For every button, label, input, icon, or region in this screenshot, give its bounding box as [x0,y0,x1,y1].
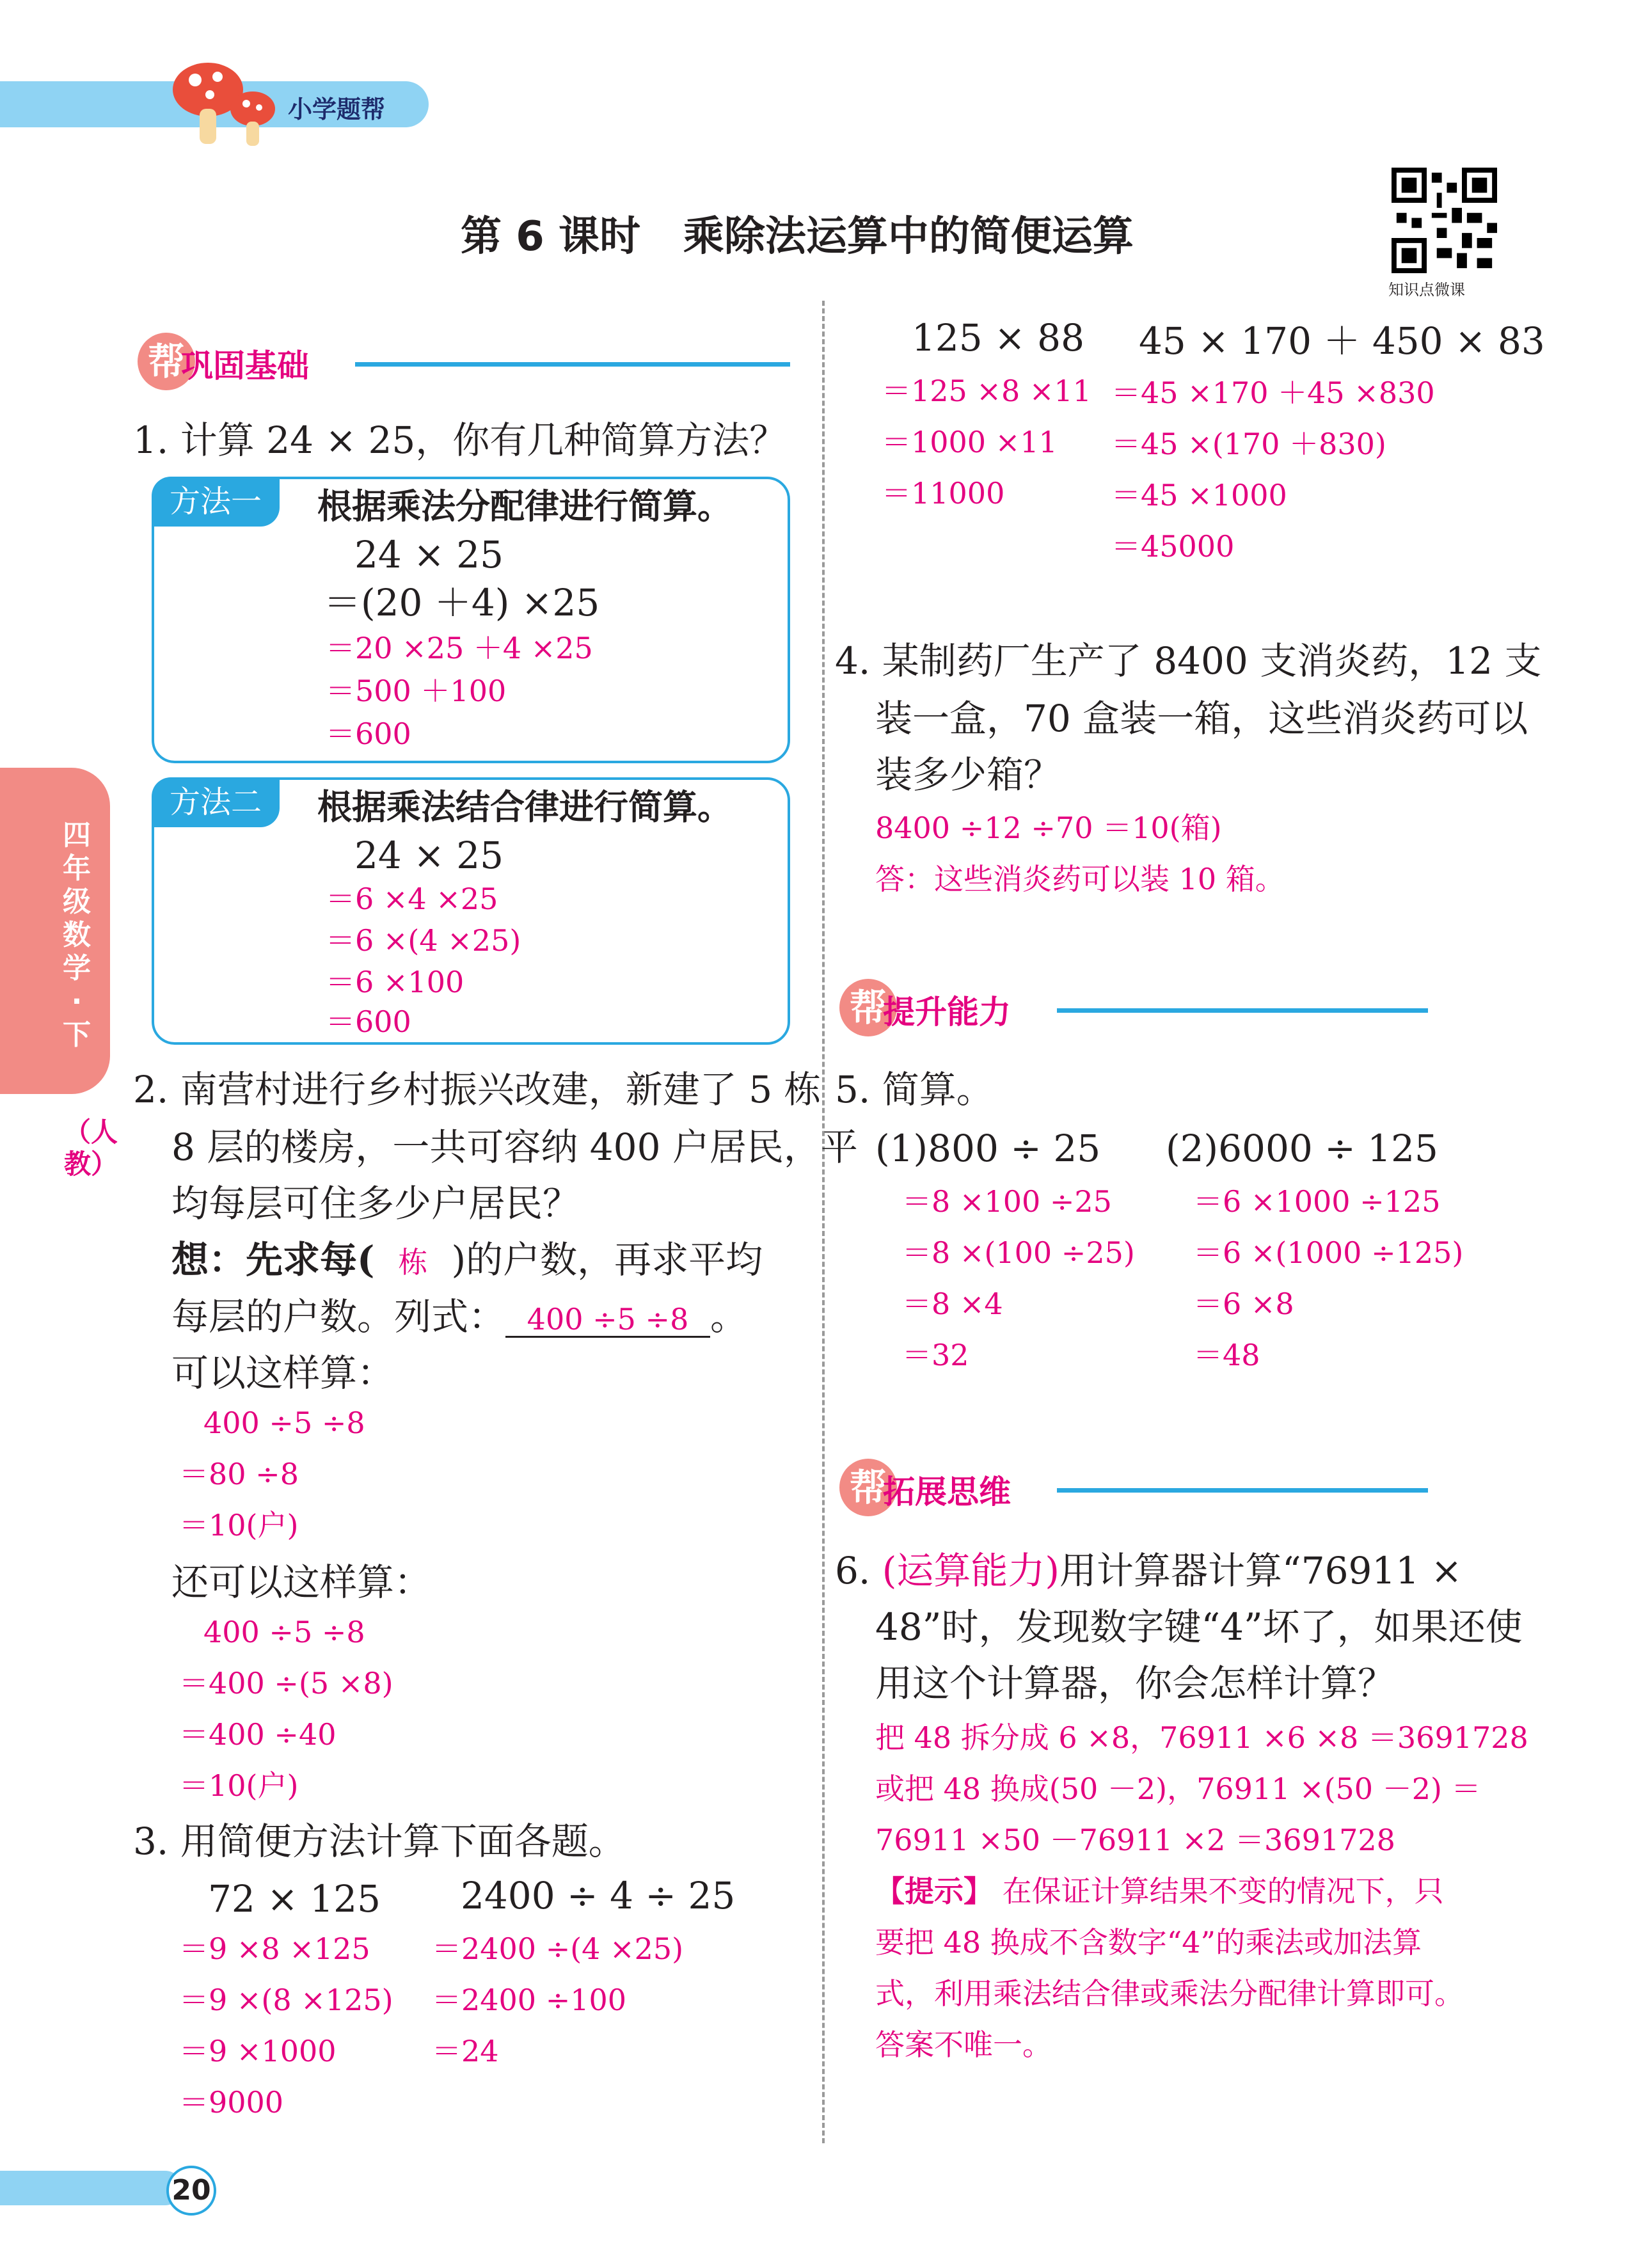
q3b-step: ＝2400 ÷100 [432,1983,627,2017]
q3a-step: ＝9 ×8 ×125 [179,1931,370,1966]
q3d-expr: 45 × 170 ＋ 450 × 83 [1139,319,1545,363]
q5-question: 5. 简算。 [835,1068,994,1111]
q3-question: 3. 用简便方法计算下面各题。 [133,1820,626,1863]
q3a-step: ＝9000 [179,2085,284,2120]
q2-formula-suffix: 。 [710,1295,748,1338]
q1-question: 1. 计算 24 × 25，你有几种简算方法？ [133,418,787,462]
q6-hint-label: 【提示】 [875,1874,993,1908]
method-two-tag: 方法二 [152,777,280,827]
q3b-expr: 2400 ÷ 4 ÷ 25 [461,1874,736,1917]
mushroom-logo-icon [166,58,282,147]
q6-hint-line: 在保证计算结果不变的情况下，只 [1002,1874,1444,1908]
q3c-step: ＝1000 ×11 [882,425,1058,459]
column-divider [822,301,825,2143]
method-one-title: 根据乘法分配律进行简算。 [317,486,732,527]
q2-think [171,1239,763,1281]
method-one-tag: 方法一 [152,477,280,527]
q6-hint-line: 式，利用乘法结合律或乘法分配律计算即可。 [875,1976,1464,2011]
page-number: 20 [166,2166,216,2216]
method-two-box [152,777,790,1045]
q5b-step: ＝6 ×8 [1193,1287,1294,1321]
q5a-step: ＝8 ×100 ÷25 [902,1184,1112,1219]
brand-label: 小学题帮 [288,95,386,123]
q4-line: 装一盒，70 盒装一箱，这些消炎药可以 [875,697,1528,740]
q6-answer: 76911 ×50 －76911 ×2 ＝3691728 [875,1823,1395,1857]
q2-formula-answer: 400 ÷5 ÷8 [505,1303,710,1338]
q3c-step: ＝11000 [882,476,1005,511]
method-one-step: ＝500 ＋100 [326,674,507,708]
q3d-step: ＝45000 [1111,529,1235,564]
section-header-consolidate [138,333,790,390]
q2-formula-prefix: 每层的户数。列式： [171,1295,506,1338]
q3c-step: ＝125 ×8 ×11 [882,374,1091,408]
q5b-step: ＝48 [1193,1338,1260,1372]
grade-label: 四年级数学·下 [63,819,91,1051]
q3c-expr: 125 × 88 [912,316,1084,360]
section-label: 巩固基础 [181,347,309,385]
q2-think-suffix: )的户数，再求平均 [451,1238,763,1281]
method-two-step: ＝6 ×4 ×25 [326,882,498,916]
edition-label: （人教） [64,1116,118,1180]
q2-formula [171,1296,747,1338]
method-two-step: ＝6 ×(4 ×25) [326,923,521,958]
q3a-step: ＝9 ×(8 ×125) [179,1983,393,2017]
q6-hint-line: 答案不唯一。 [875,2027,1052,2062]
q3d-step: ＝45 ×1000 [1111,478,1287,512]
method-one-box [152,477,790,763]
q3d-step: ＝45 ×170 ＋45 ×830 [1111,376,1435,410]
q2-way2-step: ＝400 ÷40 [179,1717,337,1752]
q2-way1-step: 400 ÷5 ÷8 [203,1406,365,1440]
q5a-step: ＝8 ×4 [902,1287,1003,1321]
section-header-improve [839,979,1492,1036]
method-one-line1: ＝(20 ＋4) ×25 [324,581,600,624]
method-one-step: ＝20 ×25 ＋4 ×25 [326,631,593,665]
q5a-expr: (1)800 ÷ 25 [875,1127,1101,1170]
q2-think-answer: 栋 [398,1245,428,1280]
method-two-title: 根据乘法结合律进行简算。 [317,787,732,827]
lesson-title: 第 6 课时 乘除法运算中的简便运算 [461,213,1134,260]
q2-line: 8 层的楼房，一共可容纳 400 户居民，平 [171,1125,858,1169]
q4-line: 4. 某制药厂生产了 8400 支消炎药，12 支 [835,639,1542,683]
q5a-step: ＝32 [902,1338,969,1372]
section-rule [1057,1488,1428,1493]
q4-answer: 答：这些消炎药可以装 10 箱。 [875,862,1285,896]
q4-answer: 8400 ÷12 ÷70 ＝10(箱) [875,811,1222,845]
page-number-band [0,2171,182,2205]
q5a-step: ＝8 ×(100 ÷25) [902,1235,1135,1270]
q3b-step: ＝24 [432,2034,499,2068]
q6-answer: 把 48 拆分成 6 ×8，76911 ×6 ×8 ＝3691728 [875,1720,1528,1755]
q5b-step: ＝6 ×(1000 ÷125) [1193,1235,1464,1270]
q6-line: 48”时，发现数字键“4”坏了，如果还使 [875,1605,1523,1649]
section-rule [1057,1008,1428,1013]
q2-line: 2. 南营村进行乡村振兴改建，新建了 5 栋 [133,1068,821,1111]
q5b-step: ＝6 ×1000 ÷125 [1193,1184,1441,1219]
qr-caption: 知识点微课 [1388,281,1465,299]
method-two-step: ＝600 [326,1004,411,1039]
q2-way1-step: ＝80 ÷8 [179,1457,299,1491]
section-label: 拓展思维 [883,1473,1011,1511]
q2-think-prefix: 想：先求每( [171,1238,375,1281]
section-badge: 帮 [839,1459,897,1516]
method-one-step: ＝600 [326,717,411,751]
q2-way2-label: 还可以这样算： [171,1560,432,1604]
q2-way1-step: ＝10(户) [179,1508,299,1542]
side-tab [0,768,110,1094]
q3a-expr: 72 × 125 [208,1877,381,1921]
q2-line: 均每层可住多少户居民？ [171,1182,580,1225]
section-badge: 帮 [839,979,897,1036]
section-rule [355,362,790,367]
section-label: 提升能力 [883,994,1011,1031]
q2-way2-step: 400 ÷5 ÷8 [203,1615,365,1649]
q6-line: 用计算器计算“76911 × [1059,1549,1463,1592]
q6-hint [875,1875,1444,1908]
q6-tag: (运算能力) [882,1549,1060,1592]
q3d-step: ＝45 ×(170 ＋830) [1111,427,1386,461]
method-one-expr: 24 × 25 [354,533,504,576]
q2-way2-step: ＝400 ÷(5 ×8) [179,1666,393,1701]
q2-way2-step: ＝10(户) [179,1768,299,1803]
q6-line-first: 6. (运算能力)用计算器计算“76911 × [835,1549,1463,1592]
q6-line: 用这个计算器，你会怎样计算？ [875,1661,1395,1705]
q3b-step: ＝2400 ÷(4 ×25) [432,1931,684,1966]
q6-answer: 或把 48 换成(50 －2)，76911 ×(50 －2) ＝ [875,1772,1481,1806]
section-badge: 帮 [138,333,195,390]
q6-hint-line: 要把 48 换成不含数字“4”的乘法或加法算 [875,1925,1422,1960]
q4-line: 装多少箱？ [875,753,1061,797]
q5b-expr: (2)6000 ÷ 125 [1166,1127,1438,1170]
method-two-expr: 24 × 25 [354,834,504,877]
qr-code-icon[interactable] [1392,168,1497,273]
q2-way1-label: 可以这样算： [171,1351,395,1395]
q3a-step: ＝9 ×1000 [179,2034,337,2068]
method-two-step: ＝6 ×100 [326,965,464,999]
section-header-extend [839,1459,1492,1516]
